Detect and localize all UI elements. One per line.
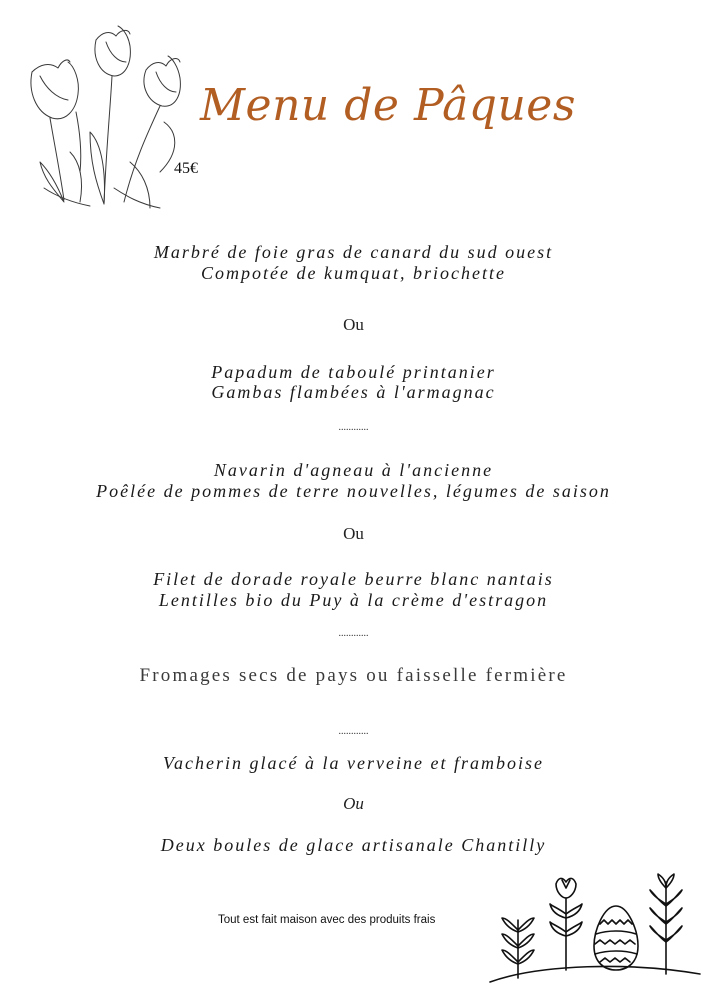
starter-or: Ou [343,315,364,334]
starter-option2-line1: Papadum de taboulé printanier [211,362,496,382]
dessert-or: Ou [343,794,364,813]
menu-title: Menu de Pâques [200,80,576,131]
main-option1-line2: Poêlée de pommes de terre nouvelles, légumes de saison [96,481,611,501]
separator-1: ............ [338,422,369,433]
menu-price: 45€ [174,160,198,177]
separator-2: ............ [338,628,369,639]
starter-option2-line2: Gambas flambées à l'armagnac [211,382,496,402]
footer-note: Tout est fait maison avec des produits frais [218,914,436,926]
dessert-option1: Vacherin glacé à la verveine et framboise [163,753,544,773]
tulips-illustration-icon [10,12,200,212]
dessert-option2: Deux boules de glace artisanale Chantilly [160,835,547,855]
starter-option1-line2: Compotée de kumquat, briochette [201,263,506,283]
main-or: Ou [343,524,364,543]
starter-option1-line1: Marbré de foie gras de canard du sud ouest [153,242,554,262]
easter-egg-plants-illustration-icon [480,870,707,1000]
cheese-course: Fromages secs de pays ou faisselle fermière [139,665,568,686]
separator-3: ............ [338,726,369,737]
main-option2-line2: Lentilles bio du Puy à la crème d'estragon [158,590,549,610]
main-option2-line1: Filet de dorade royale beurre blanc nantais [153,569,554,589]
main-option1-line1: Navarin d'agneau à l'ancienne [213,460,494,480]
